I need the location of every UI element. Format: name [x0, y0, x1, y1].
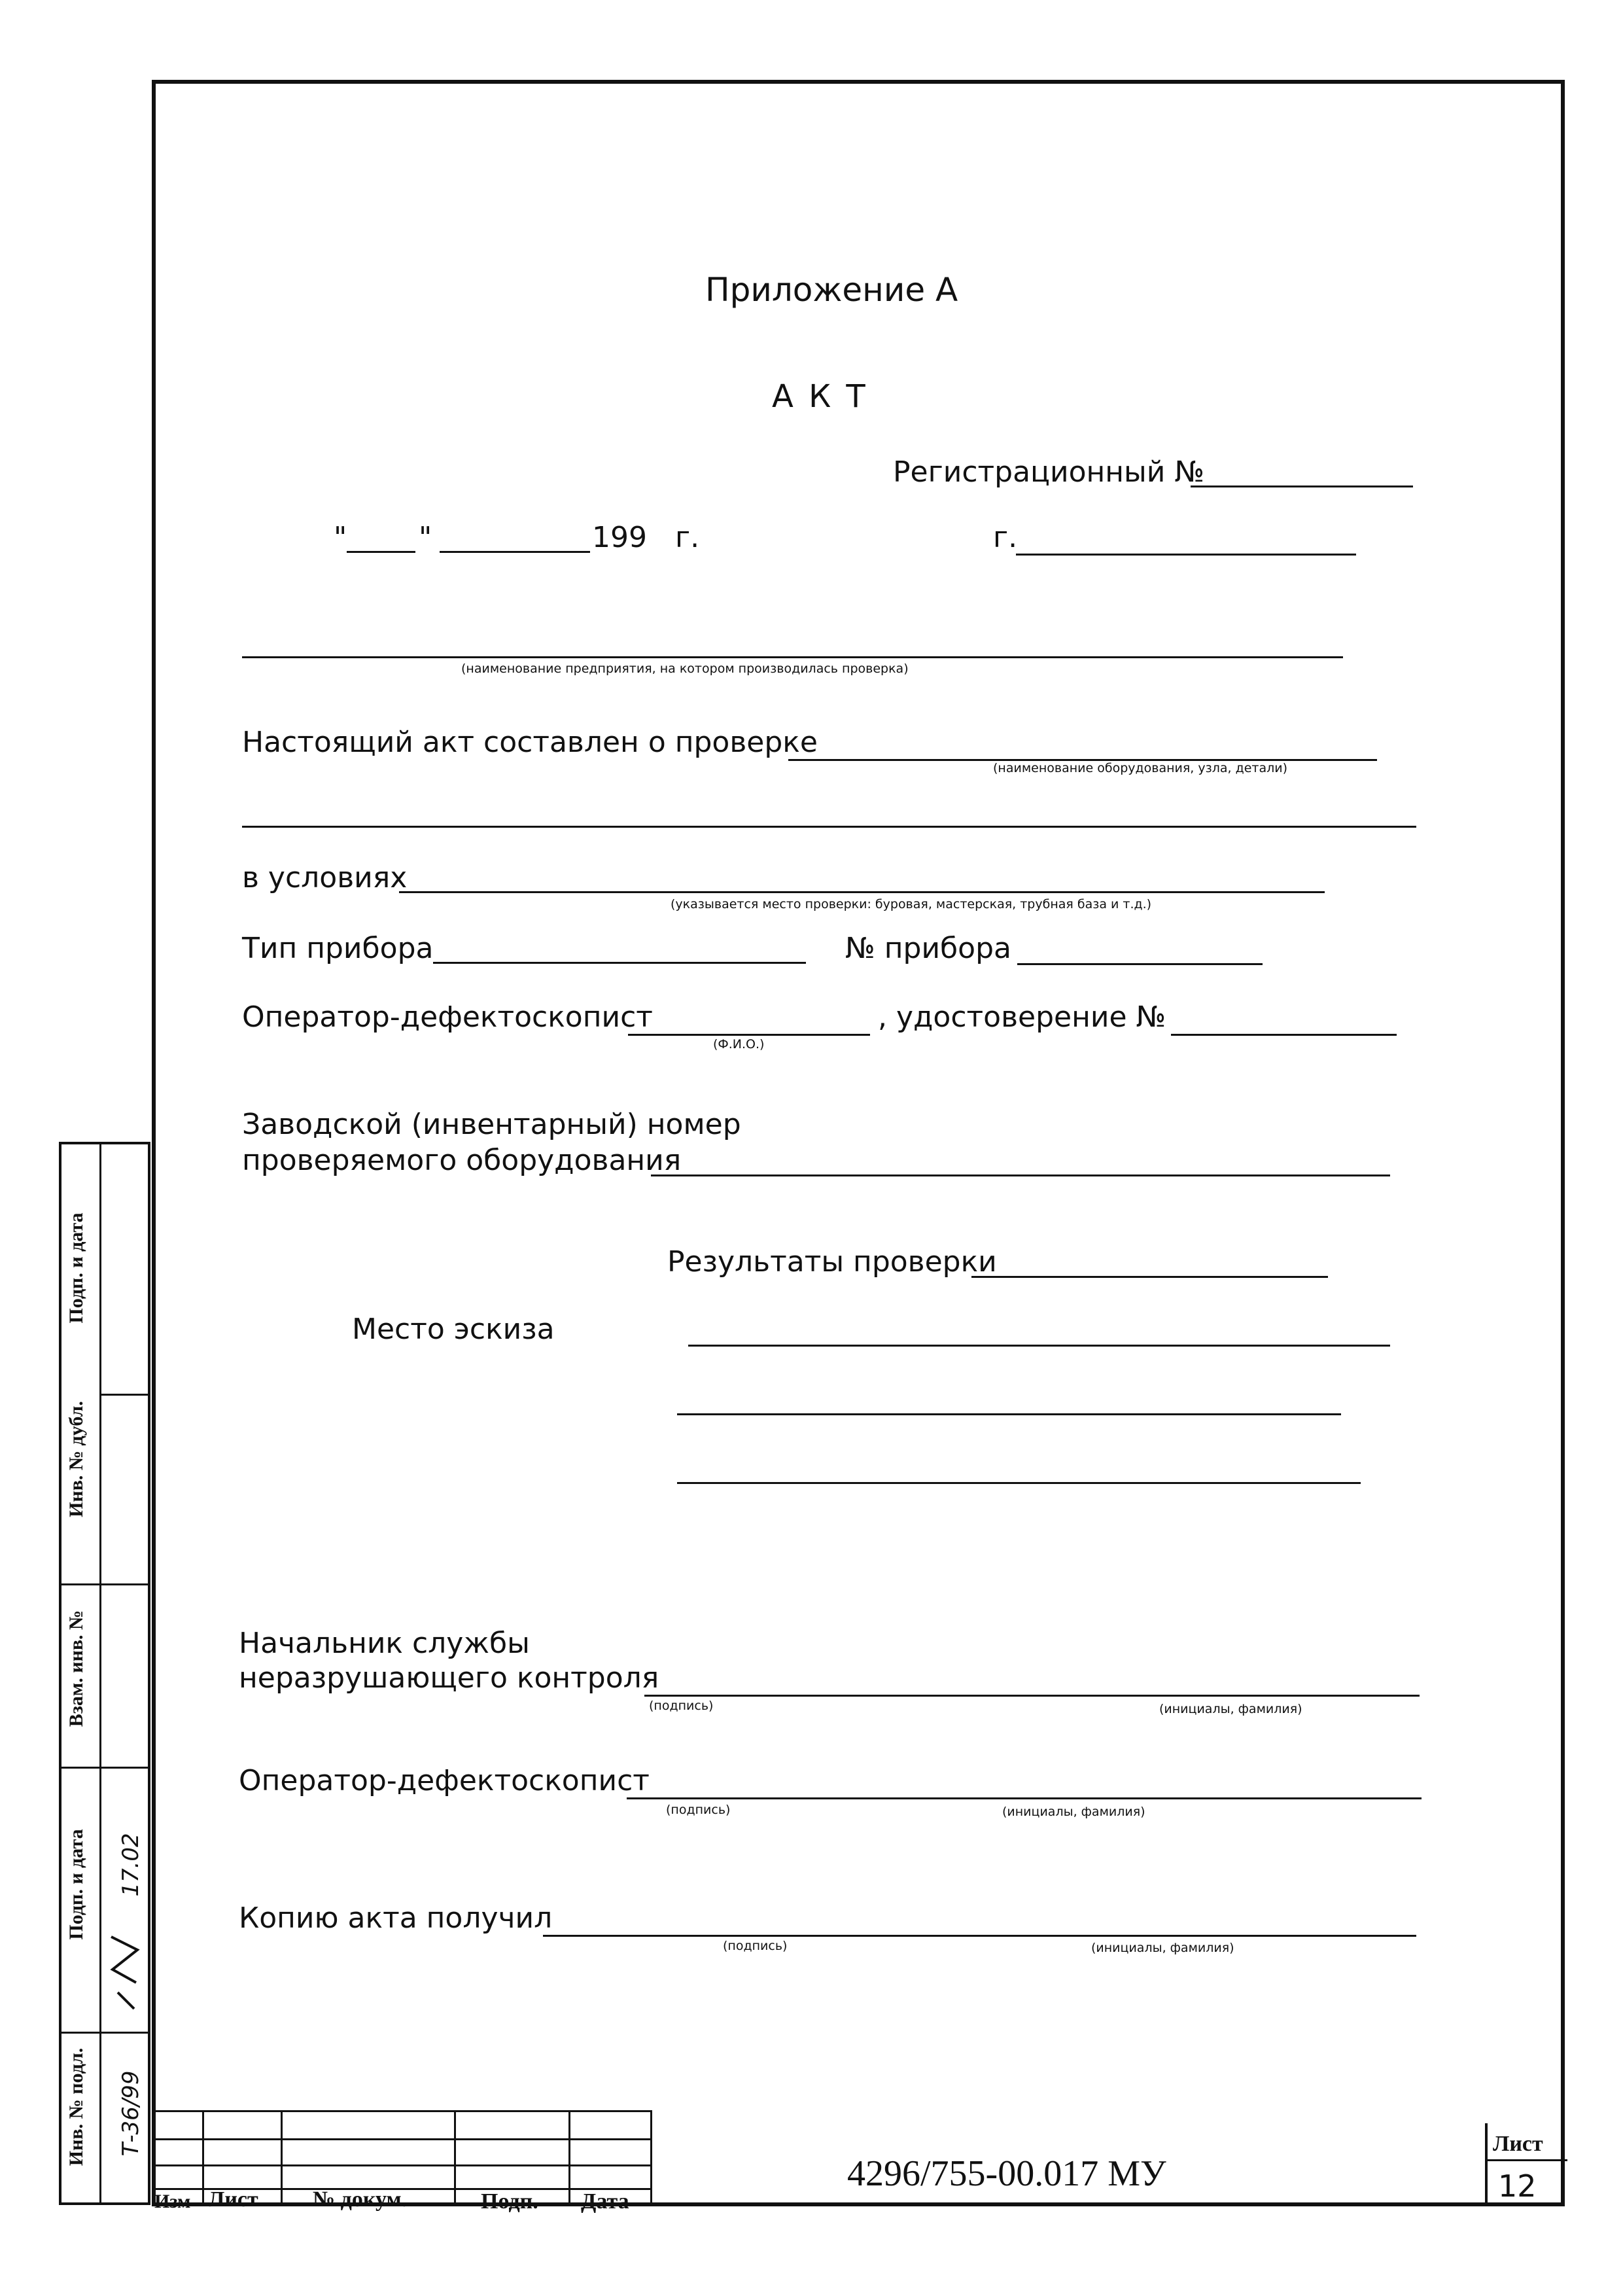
results-line-2[interactable] [688, 1345, 1390, 1347]
device-type-field[interactable] [433, 962, 806, 964]
date-day-field[interactable] [347, 551, 415, 553]
operator-label: Оператор-дефектоскопист [242, 1000, 653, 1034]
reg-number-label: Регистрационный № [893, 455, 1205, 489]
operator-hint: (Ф.И.О.) [713, 1037, 765, 1051]
operator-sign-label: Оператор-дефектоскопист [239, 1764, 650, 1797]
operator-name-hint: (инициалы, фамилия) [1002, 1805, 1145, 1819]
appendix-title: Приложение А [705, 271, 958, 309]
document-number: 4296/755-00.017 МУ [847, 2153, 1166, 2194]
copy-received-label: Копию акта получил [239, 1901, 553, 1935]
act-title: А К Т [772, 378, 868, 415]
device-number-label: № прибора [845, 932, 1011, 965]
device-number-field[interactable] [1017, 963, 1263, 965]
copy-name-hint: (инициалы, фамилия) [1091, 1941, 1234, 1955]
date-quote-close: " [419, 521, 432, 554]
enterprise-hint: (наименование предприятия, на котором производилась проверка) [461, 662, 909, 676]
act-about-label: Настоящий акт составлен о проверке [242, 726, 818, 759]
results-label: Результаты проверки [667, 1245, 997, 1279]
year-label: 199 [592, 521, 647, 554]
reg-number-field[interactable] [1191, 486, 1413, 487]
results-line-4[interactable] [677, 1482, 1361, 1484]
act-about-hint: (наименование оборудования, узла, детали) [993, 761, 1288, 775]
date-quote-open: " [334, 521, 347, 554]
serial-label-2: проверяемого оборудования [242, 1144, 682, 1177]
device-type-label: Тип прибора [242, 932, 434, 965]
certificate-label: , удостоверение № [878, 1000, 1166, 1034]
year-suffix: г. [675, 521, 700, 554]
results-line-3[interactable] [677, 1413, 1341, 1415]
title-col-date: Дата [581, 2189, 629, 2214]
operator-sign-hint: (подпись) [666, 1803, 731, 1817]
sheet-label: Лист [1493, 2132, 1543, 2156]
chief-signature-field[interactable] [644, 1695, 1420, 1697]
date-month-field[interactable] [440, 551, 590, 553]
serial-label-1: Заводской (инвентарный) номер [242, 1108, 741, 1141]
conditions-label: в условиях [242, 861, 408, 894]
serial-field[interactable] [651, 1174, 1390, 1176]
copy-sign-hint: (подпись) [723, 1939, 788, 1953]
city-field[interactable] [1016, 554, 1356, 556]
act-about-field-2[interactable] [242, 826, 1416, 828]
operator-signature-field[interactable] [627, 1797, 1422, 1799]
side-label-sign-date-1: Подп. и дата [65, 1212, 87, 1324]
title-col-change: Изм [154, 2191, 191, 2212]
chief-sign-hint: (подпись) [649, 1699, 714, 1713]
city-label: г. [993, 521, 1018, 554]
chief-label-1: Начальник службы [239, 1627, 530, 1660]
chief-label-2: неразрушающего контроля [239, 1661, 659, 1695]
side-label-sign-date-2: Подп. и дата [65, 1829, 87, 1940]
side-stamp-divider [99, 1142, 101, 2205]
copy-signature-field[interactable] [543, 1935, 1416, 1937]
results-field[interactable] [971, 1276, 1328, 1278]
side-label-inv-dup: Инв. № дубл. [65, 1401, 87, 1517]
title-col-doc-number: № докум. [313, 2187, 408, 2212]
conditions-hint: (указывается место проверки: буровая, мастерская, трубная база и т.д.) [671, 897, 1152, 911]
handwritten-date: 17.02 [118, 1833, 144, 1897]
handwritten-inv: Т-36/99 [118, 2070, 144, 2157]
title-col-sign: Подп. [481, 2189, 538, 2214]
sheet-number: 12 [1498, 2168, 1537, 2204]
sketch-area-label: Место эскиза [352, 1313, 555, 1346]
side-label-inv-orig: Инв. № подл. [65, 2047, 87, 2166]
operator-name-field[interactable] [628, 1034, 870, 1036]
certificate-field[interactable] [1171, 1034, 1397, 1036]
side-label-replace-inv: Взам. инв. № [65, 1610, 87, 1727]
chief-name-hint: (инициалы, фамилия) [1159, 1702, 1302, 1716]
handwritten-signature-mark [105, 1930, 144, 2015]
enterprise-field[interactable] [242, 656, 1343, 658]
conditions-field[interactable] [399, 891, 1325, 893]
title-col-sheet: Лист [208, 2187, 258, 2212]
